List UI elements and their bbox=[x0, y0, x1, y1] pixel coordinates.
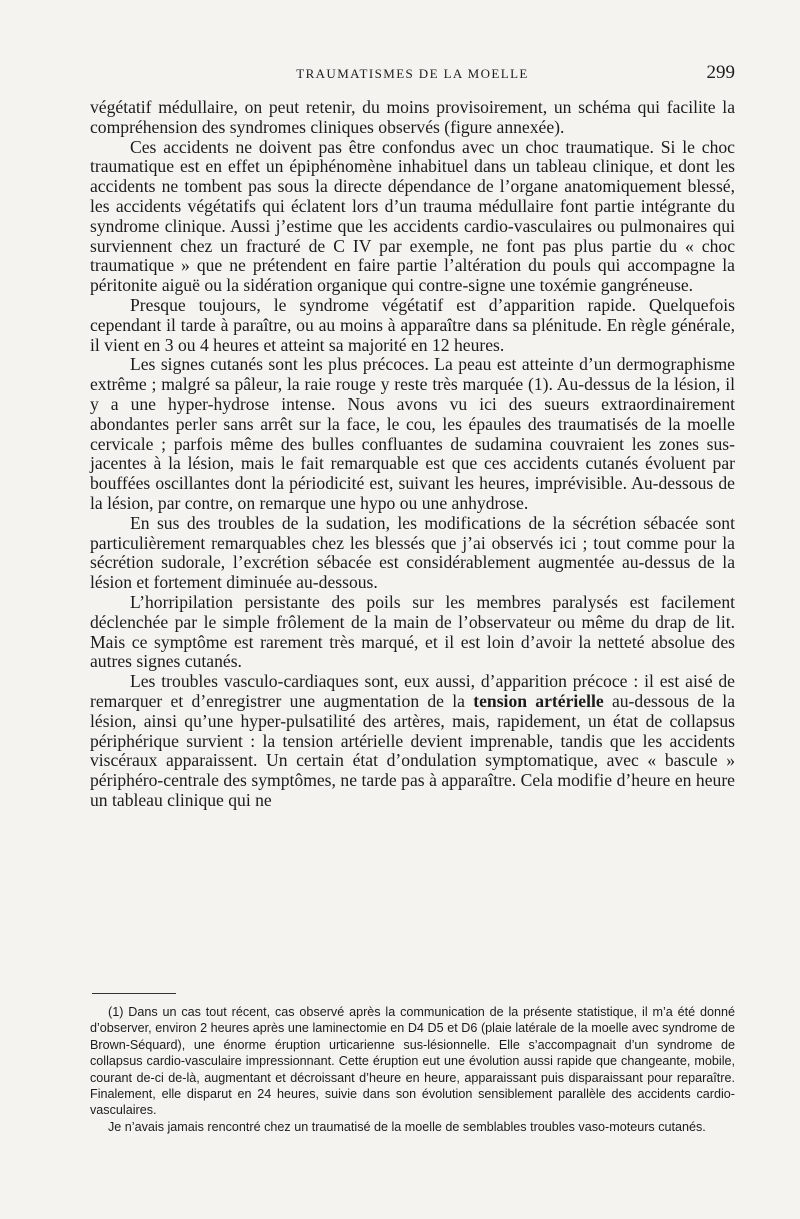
paragraph-text: au-dessous de la lésion, ainsi qu’une hyper-pulsatilité des artères, mais, rapidement, un état de collapsus périphérique survient : la tension artérielle devient imprenable, tandis que les accidents viscéraux apparaissent. Un certain état d’ondulation symptomatique, avec « bascule » périphéro-centrale des symptômes, ne tarde pas à apparaître. Cela modifie d’heure en heure un tableau clinique qui ne bbox=[90, 690, 735, 810]
page-number: 299 bbox=[706, 62, 735, 83]
running-title: TRAUMATISMES DE LA MOELLE bbox=[296, 66, 529, 81]
paragraph-text: Presque toujours, le syndrome végétatif est d’apparition rapide. Quelquefois cependant il tarde à paraître, ou au moins à apparaître dans sa plénitude. En règle générale, il vient en 3 ou 4 heures et atteint sa majorité en 12 heures. bbox=[90, 294, 735, 355]
paragraph-text: En sus des troubles de la sudation, les modifications de la sécrétion sébacée sont particulièrement remarquables chez les blessés que j’ai observés ici ; tout comme pour la sécrétion sudorale, l’excrétion sébacée est considérablement augmentée au-dessus de la lésion et fortement diminuée au-dessous. bbox=[90, 512, 735, 593]
body-paragraph bbox=[90, 672, 735, 811]
paragraph-text: végétatif médullaire, on peut retenir, du moins provisoirement, un schéma qui facilite la compréhension des syndromes cliniques observés (figure annexée). bbox=[90, 97, 735, 137]
body-paragraph bbox=[90, 98, 735, 138]
footnote-divider bbox=[92, 993, 176, 994]
footnotes bbox=[90, 1004, 735, 1135]
footnote-paragraph: Je n’avais jamais rencontré chez un traumatisé de la moelle de semblables troubles vaso-moteurs cutanés. bbox=[108, 1119, 706, 1134]
running-head bbox=[90, 62, 735, 88]
bold-term: tension artérielle bbox=[473, 690, 604, 711]
body-paragraph bbox=[90, 355, 735, 513]
body-paragraph bbox=[90, 296, 735, 355]
body-paragraph bbox=[90, 593, 735, 672]
paragraph-text: Ces accidents ne doivent pas être confondus avec un choc traumatique. Si le choc traumatique est en effet un épiphénomène inhabituel dans un tableau clinique, et dont les accidents ne tombent pas sous la directe dépendance de l’organe anatomiquement blessé, les accidents végétatifs qui éclatent lors d’un trauma médullaire font partie intégrante du syndrome clinique. Aussi j’estime que les accidents cardio-vasculaires ou pulmonaires qui surviennent chez un fracturé de C IV par exemple, ne font pas plus partie du « choc traumatique » que ne prétendent en faire partie l’altération du pouls qui accompagne la péritonite aiguë ou la sidération organique qui contre-signe une toxémie gangréneuse. bbox=[90, 136, 735, 296]
footnote-paragraph: (1) Dans un cas tout récent, cas observé après la communication de la présente statistique, il m’a été donné d’observer, environ 2 heures après une laminectomie en D4 D5 et D6 (plaie latérale de la moelle avec syndrome de Brown-Séquard), une énorme éruption urticarienne sus-lésionnelle. Elle s’accompagnait d’un syndrome de collapsus cardio-vasculaire impressionnant. Cette éruption eut une évolution aussi rapide que changeante, mobile, courant de-ci de-là, augmentant et décroissant d’heure en heure, apparaissant puis disparaissant pour reparaître. Finalement, elle disparut en 24 heures, suivie dans son évolution sensiblement parallèle des accidents cardio-vasculaires. bbox=[90, 1005, 735, 1118]
body-paragraph bbox=[90, 514, 735, 593]
paragraph-text: Les signes cutanés sont les plus précoces. La peau est atteinte d’un dermographisme extrême ; malgré sa pâleur, la raie rouge y reste très marquée (1). Au-dessus de la lésion, il y a une hyper-hydrose intense. Nous avons vu ici des sueurs extraordinairement abondantes perler sans arrêt sur la face, le cou, les épaules des traumatisés de la moelle cervicale ; parfois même des bulles confluantes de sudamina couvraient les zones sus-jacentes à la lésion, mais le fait remarquable est que ces accidents cutanés évoluent par bouffées oscillantes dont la périodicité est, suivant les heures, imprévisible. Au-dessous de la lésion, par contre, on remarque une hypo ou une anhydrose. bbox=[90, 354, 735, 513]
paragraph-text: Les troubles vasculo-cardiaques sont, eux aussi, d’apparition précoce : il est aisé de remarquer et d’enregistrer une augmentation de la bbox=[90, 671, 735, 711]
paragraph-text: L’horripilation persistante des poils sur les membres paralysés est facilement déclenchée par le simple frôlement de la main de l’observateur ou même du drap de lit. Mais ce symptôme est rarement très marqué, et il est loin d’avoir la netteté absolue des autres signes cutanés. bbox=[90, 591, 735, 672]
body-text bbox=[90, 98, 735, 811]
body-paragraph bbox=[90, 138, 735, 296]
